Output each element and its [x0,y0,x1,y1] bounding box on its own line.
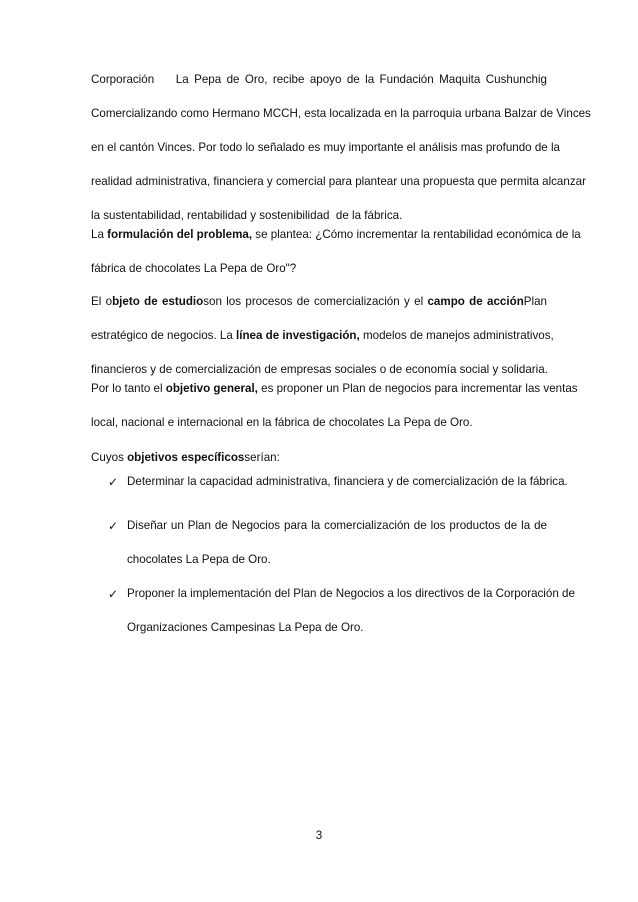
text-run: serían: [244,451,280,464]
text-line [91,285,547,319]
term-formulacion: formulación del problema, [107,228,253,241]
text-line: Diseñar un Plan de Negocios para la comercialización de los productos de la de [127,519,547,532]
text-line [91,319,554,353]
term-objetivo-general: objetivo general, [165,382,258,395]
text-line: chocolates La Pepa de Oro. [127,553,271,566]
text-run: modelos de manejos administrativos, [359,329,554,342]
list-item [91,465,568,499]
text-run: estratégico de negocios. La [91,329,237,342]
checkmark-icon: ✓ [108,587,119,601]
text-line: la sustentabilidad, rentabilidad y sostenibilidad de la fábrica. [91,209,403,222]
text-line: local, nacional e internacional en la fábrica de chocolates La Pepa de Oro. [91,416,473,429]
text-run: son los procesos de comercialización y el [203,295,428,308]
text-run: Por lo tanto el [91,382,166,395]
text-line [91,218,581,252]
checkmark-icon: ✓ [108,519,119,533]
text-run: es proponer un Plan de negocios para incrementar las ventas [257,382,578,395]
paragraph-intro [91,63,591,233]
page-number: 3 [315,829,323,842]
text-line: financieros y de comercialización de empresas sociales o de economía social y solidaria. [91,363,548,376]
text-line: Comercializando como Hermano MCCH, esta localizada en la parroquia urbana Balzar de Vinces [91,107,591,120]
text-run: La [91,228,108,241]
checkmark-icon: ✓ [108,475,119,489]
term-objetivos-especificos: objetivos específicos [127,451,245,464]
text-run: El o [91,295,113,308]
term-objeto-estudio: bjeto de estudio [112,295,204,308]
list-item [91,577,575,645]
text-line: realidad administrativa, financiera y comercial para plantear una propuesta que permita alcanzar [91,175,586,188]
text-line: Corporación La Pepa de Oro, recibe apoyo de la Fundación Maquita Cushunchig [91,73,547,86]
term-campo-accion: campo de acción [427,295,524,308]
text-line: Organizaciones Campesinas La Pepa de Oro. [127,621,364,634]
text-run: se plantea: ¿Cómo incrementar la rentabilidad económica de la [252,228,581,241]
text-line: Determinar la capacidad administrativa, financiera y de comercialización de la fábrica. [127,475,568,488]
text-line: en el cantón Vinces. Por todo lo señalado es muy importante el análisis mas profundo de la [91,141,560,154]
text-line: fábrica de chocolates La Pepa de Oro"? [91,262,297,275]
text-line: Proponer la implementación del Plan de Negocios a los directivos de la Corporación de [127,587,575,600]
term-linea-investigacion: línea de investigación, [236,329,360,342]
text-run: Plan [523,295,547,308]
paragraph-general-objective [91,372,578,440]
text-line [91,372,578,406]
text-run: Cuyos [91,451,128,464]
list-item [91,509,547,577]
paragraph-object [91,251,554,387]
objectives-list [91,465,575,645]
